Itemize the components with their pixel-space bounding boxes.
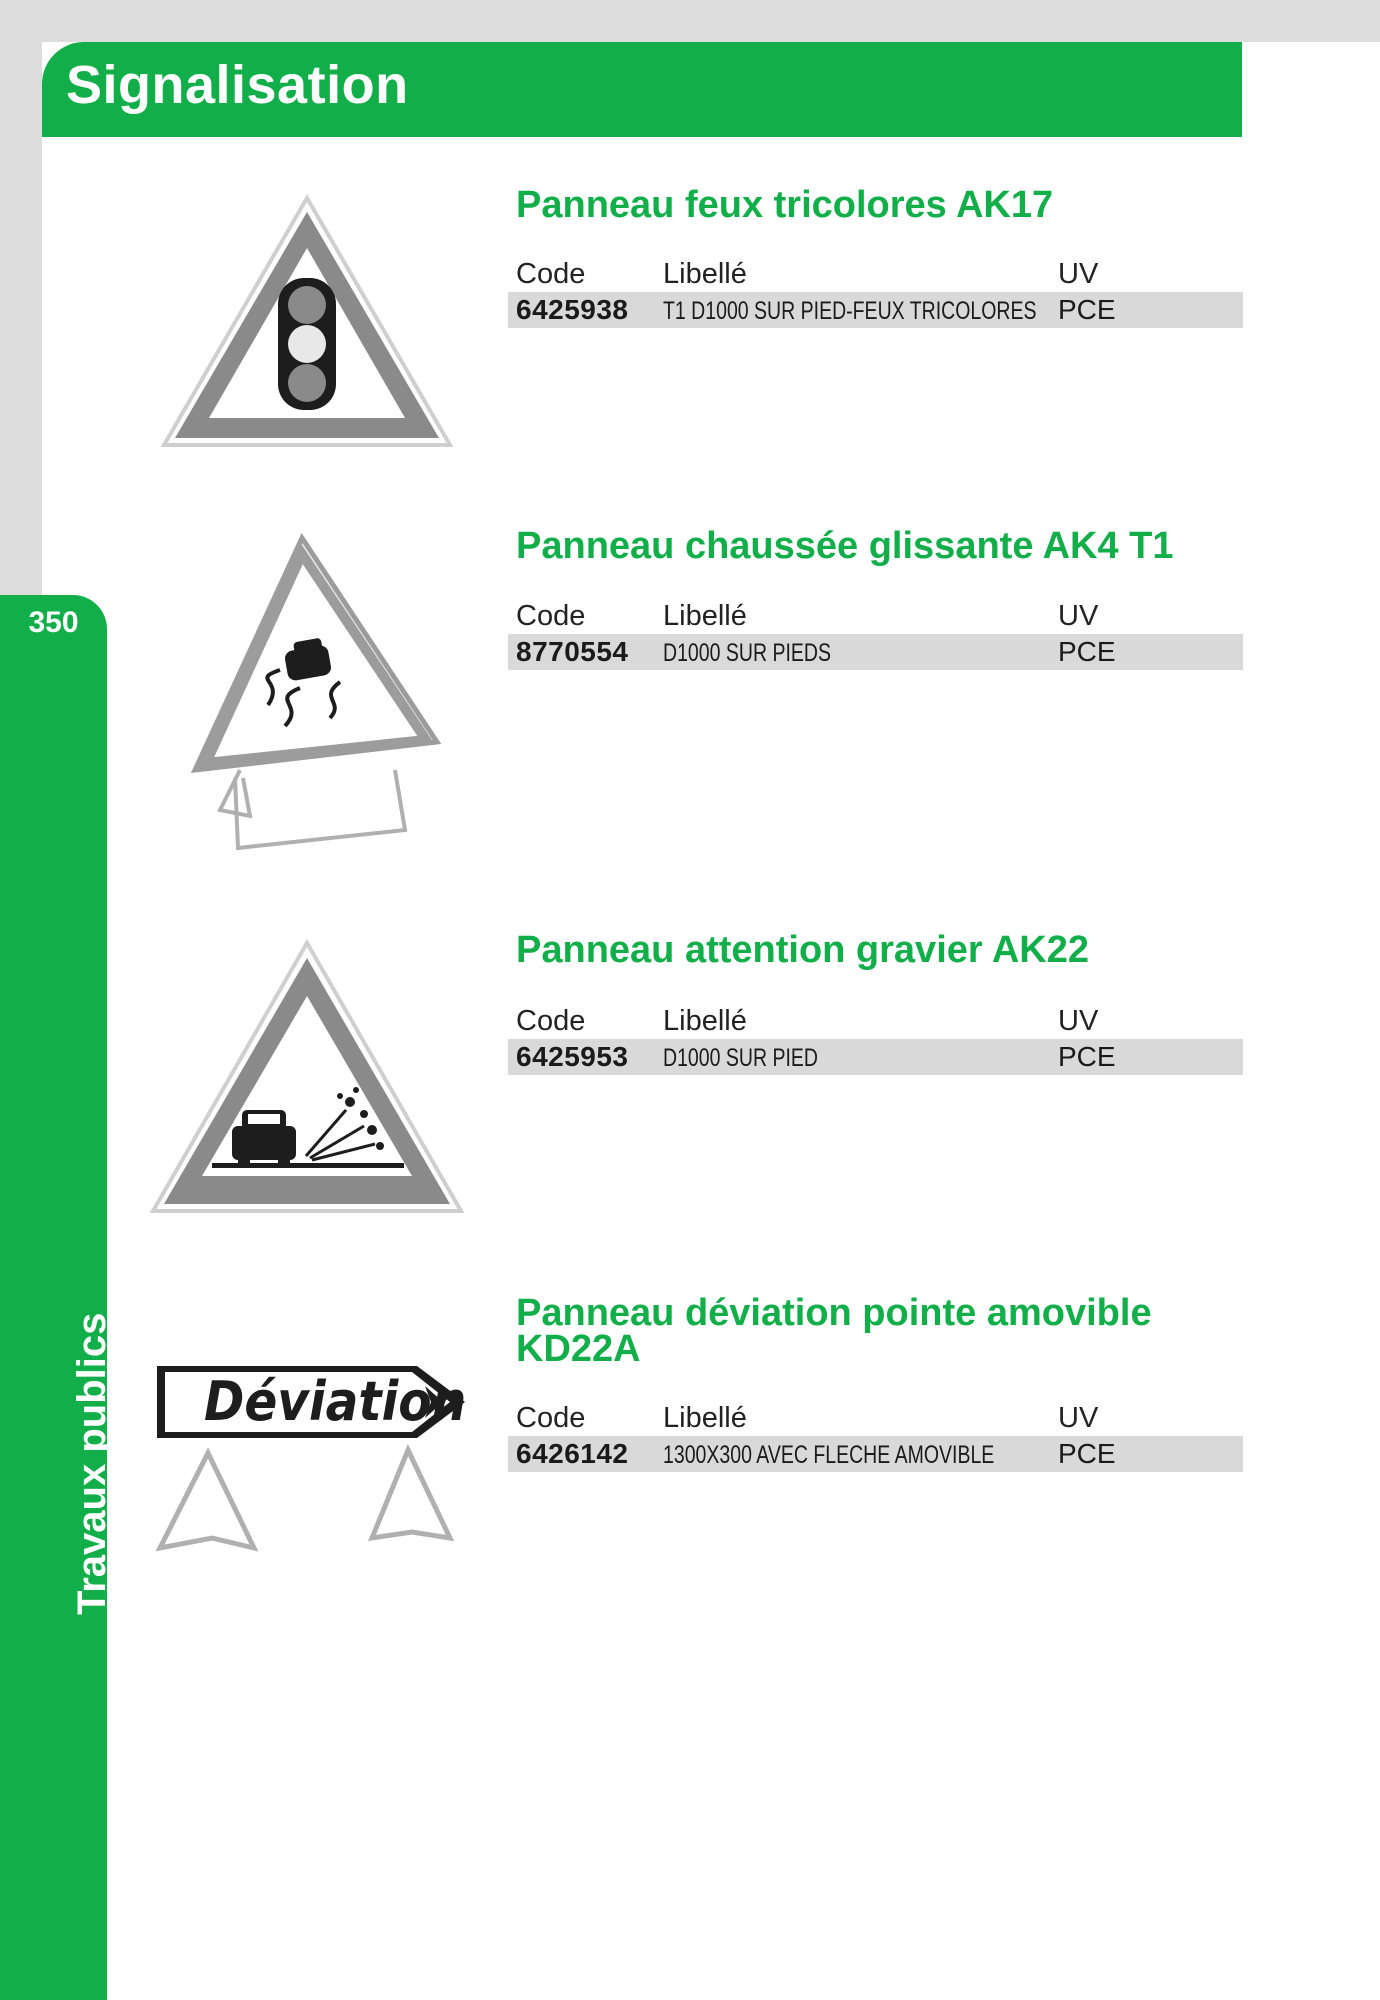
product-title: Panneau déviation pointe amovible KD22A <box>516 1292 1152 1370</box>
column-header-libelle: Libellé <box>663 1005 747 1037</box>
cell-code: 8770554 <box>516 636 629 667</box>
traffic-light-sign-image <box>160 190 460 450</box>
column-header-libelle: Libellé <box>663 258 747 290</box>
column-header-uv: UV <box>1058 1005 1099 1037</box>
gravel-sign-image <box>150 938 465 1216</box>
table-header <box>508 1400 1243 1436</box>
section-label: Travaux publics <box>70 1312 114 1615</box>
cell-uv: PCE <box>1058 1438 1116 1469</box>
cell-uv: PCE <box>1058 294 1116 325</box>
table-row <box>508 1039 1243 1075</box>
deviation-sign-image <box>150 1348 470 1558</box>
cell-uv: PCE <box>1058 1041 1116 1072</box>
cell-libelle: T1 D1000 SUR PIED-FEUX TRICOLORES <box>663 297 1037 325</box>
cell-libelle: D1000 SUR PIEDS <box>663 639 831 667</box>
column-header-uv: UV <box>1058 1402 1099 1434</box>
cell-code: 6426142 <box>516 1438 629 1469</box>
cell-code: 6425938 <box>516 294 629 325</box>
column-header-code: Code <box>516 1005 586 1037</box>
cell-uv: PCE <box>1058 636 1116 667</box>
column-header-code: Code <box>516 600 586 632</box>
column-header-code: Code <box>516 1402 586 1434</box>
table-header <box>508 256 1243 292</box>
table-header <box>508 598 1243 634</box>
left-margin <box>0 0 42 600</box>
product-table <box>508 1400 1243 1472</box>
page-number: 350 <box>28 606 79 639</box>
table-row <box>508 292 1243 328</box>
product-table <box>508 256 1243 328</box>
table-row <box>508 634 1243 670</box>
table-row <box>508 1436 1243 1472</box>
product-title: Panneau chaussée glissante AK4 T1 <box>516 525 1174 567</box>
cell-code: 6425953 <box>516 1041 629 1072</box>
page-title: Signalisation <box>66 55 409 115</box>
section-header <box>42 42 1242 137</box>
product-title: Panneau feux tricolores AK17 <box>516 184 1054 226</box>
sidebar-tab <box>0 595 114 2000</box>
product-table <box>508 1003 1243 1075</box>
column-header-libelle: Libellé <box>663 1402 747 1434</box>
slippery-road-sign-image <box>190 530 450 855</box>
column-header-libelle: Libellé <box>663 600 747 632</box>
deviation-sign-text: Déviation <box>204 1370 467 1434</box>
product-table <box>508 598 1243 670</box>
cell-libelle: D1000 SUR PIED <box>663 1044 818 1072</box>
cell-libelle: 1300X300 AVEC FLECHE AMOVIBLE <box>663 1441 995 1469</box>
column-header-uv: UV <box>1058 258 1099 290</box>
column-header-code: Code <box>516 258 586 290</box>
table-header <box>508 1003 1243 1039</box>
top-margin <box>0 0 1380 42</box>
product-title: Panneau attention gravier AK22 <box>516 929 1089 971</box>
column-header-uv: UV <box>1058 600 1099 632</box>
